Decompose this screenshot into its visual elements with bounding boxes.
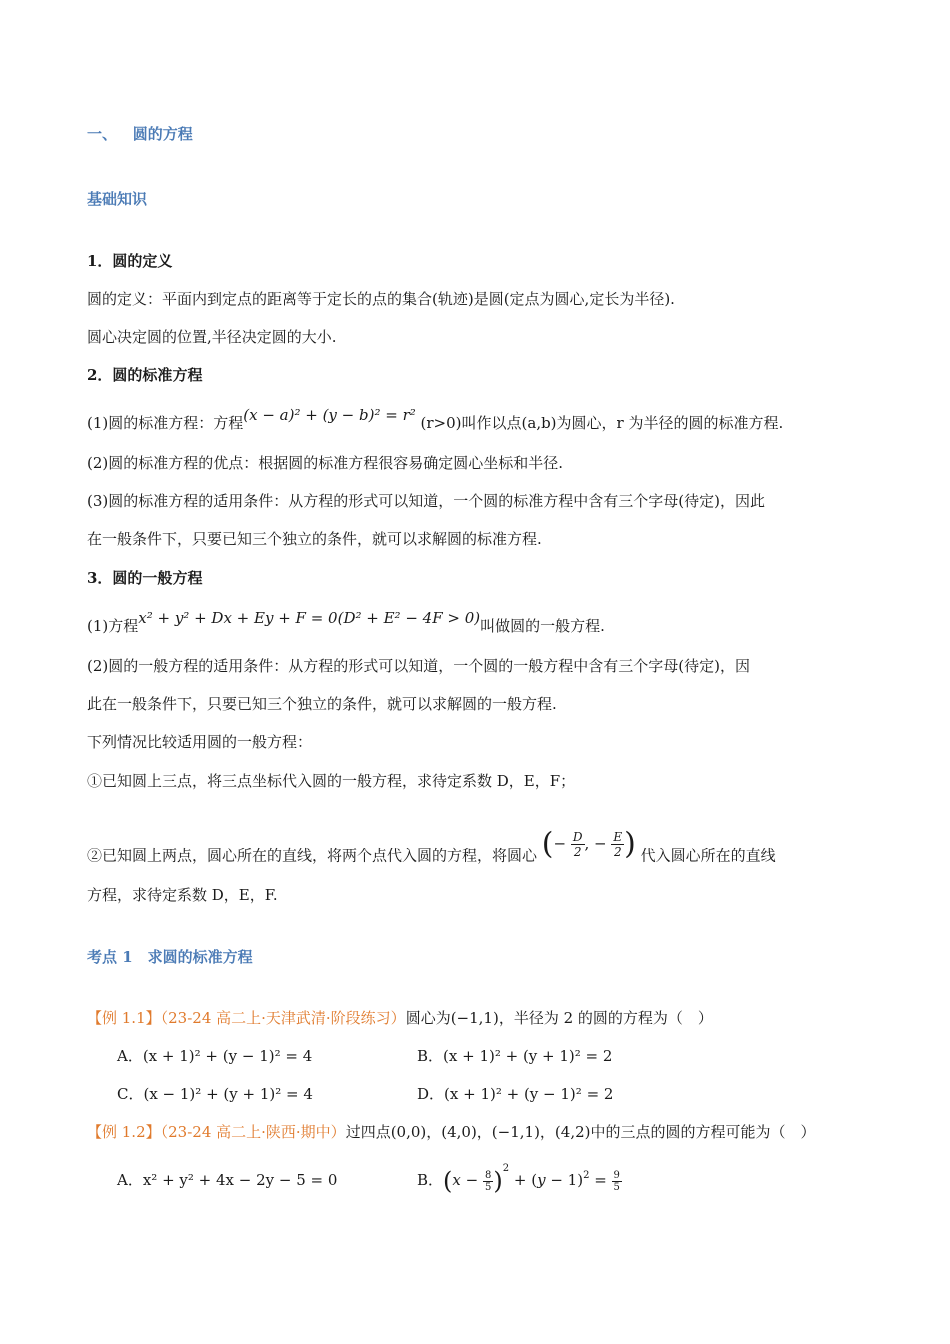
frac-e-over-2: $\frac{E}{2}$ [613, 830, 623, 859]
ex11-tag: 【例 1.1】 [87, 1009, 161, 1027]
s3-p2-line1: (2)圆的一般方程的适用条件：从方程的形式可以知道，一个圆的一般方程中含有三个字母(待定)，因 [87, 657, 750, 675]
ex12-stem: 过四点(0,0)，(4,0)，(−1,1)，(4,2)中的三点的圆的方程可能为（ ） [345, 1123, 816, 1141]
s2-p3-line2: 在一般条件下，只要已知三个独立的条件，就可以求解圆的标准方程. [87, 530, 542, 548]
ex12-option-b[interactable]: B．(x − $\frac{8}{5}$ )$^2 + (y - 1)^2$ = $\frac{9}{5}$ [417, 1163, 620, 1195]
ex11-stem: 圆心为(−1,1)，半径为 2 的圆的方程为（ ） [405, 1009, 713, 1027]
ex11-option-c[interactable]: C．(x − 1)² + (y + 1)² = 4 [117, 1085, 313, 1103]
s3-case1: ①已知圆上三点，将三点坐标代入圆的一般方程，求待定系数 D，E，F； [87, 772, 576, 790]
s3-p1 [87, 609, 605, 636]
frac-9-over-5: $\frac{9}{5}$ [613, 1169, 620, 1193]
section-heading [87, 124, 193, 144]
s2-p1-prefix: (1)圆的标准方程：方程 [87, 414, 244, 432]
ex11-option-b[interactable]: B．(x + 1)² + (y + 1)² = 2 [417, 1047, 613, 1065]
s2-p2: (2)圆的标准方程的优点：根据圆的标准方程很容易确定圆心坐标和半径. [87, 454, 564, 472]
standard-equation-formula: (x − a)² + (y − b)² = r² [243, 406, 416, 424]
right-paren: ) [624, 826, 636, 862]
section-number: 一、 [87, 125, 118, 143]
kp1-heading: 考点 1 求圆的标准方程 [87, 948, 253, 966]
ex11-option-a[interactable]: A．(x + 1)² + (y − 1)² = 4 [117, 1047, 313, 1065]
s3-heading: 3．圆的一般方程 [87, 569, 203, 587]
s3-p3: 下列情况比较适用圆的一般方程： [87, 733, 313, 751]
s1-heading: 1．圆的定义 [87, 252, 173, 270]
ex11-source: （23-24 高二上·天津武清·阶段练习） [160, 1009, 406, 1027]
left-paren: ( [541, 826, 554, 862]
center-coordinates-formula: (− $\frac{D}{2}$ , − $\frac{E}{2}$ ) [541, 826, 636, 862]
s3-case2-suffix: 代入圆心所在的直线 [640, 846, 776, 865]
section-title: 圆的方程 [132, 125, 193, 143]
s1-line1: 圆的定义：平面内到定点的距离等于定长的点的集合(轨迹)是圆(定点为圆心,定长为半径). [87, 290, 675, 308]
ex12-stem-line [87, 1122, 816, 1142]
ex11-stem-line [87, 1008, 713, 1028]
s3-case2 [87, 826, 776, 871]
ex12-option-a[interactable]: A．x² + y² + 4x − 2y − 5 = 0 [117, 1171, 338, 1189]
basics-heading: 基础知识 [87, 190, 148, 208]
s2-p1 [87, 406, 784, 433]
s3-case2-prefix: ②已知圆上两点，圆心所在的直线，将两个点代入圆的方程，将圆心 [87, 846, 538, 865]
s3-case2-line2: 方程，求待定系数 D，E，F. [87, 886, 278, 904]
ex11-option-d[interactable]: D．(x + 1)² + (y − 1)² = 2 [417, 1085, 614, 1103]
s3-p1-prefix: (1)方程 [87, 617, 139, 635]
s1-line2: 圆心决定圆的位置,半径决定圆的大小. [87, 328, 337, 346]
general-equation-formula: x² + y² + Dx + Ey + F = 0(D² + E² − 4F > 0) [138, 609, 481, 627]
s3-p1-suffix: 叫做圆的一般方程. [480, 617, 605, 635]
frac-d-over-2: $\frac{D}{2}$ [572, 830, 583, 859]
ex12-source: （23-24 高二上·陕西·期中） [160, 1123, 346, 1141]
s2-p3-line1: (3)圆的标准方程的适用条件：从方程的形式可以知道，一个圆的标准方程中含有三个字母(待定)，因此 [87, 492, 765, 510]
s2-heading: 2．圆的标准方程 [87, 366, 203, 384]
frac-8-over-5: $\frac{8}{5}$ [484, 1169, 492, 1193]
ex12-tag: 【例 1.2】 [87, 1123, 161, 1141]
s3-p2-line2: 此在一般条件下，只要已知三个独立的条件，就可以求解圆的一般方程. [87, 695, 557, 713]
s2-p1-suffix: (r>0)叫作以点(a,b)为圆心，r 为半径的圆的标准方程. [415, 414, 784, 432]
